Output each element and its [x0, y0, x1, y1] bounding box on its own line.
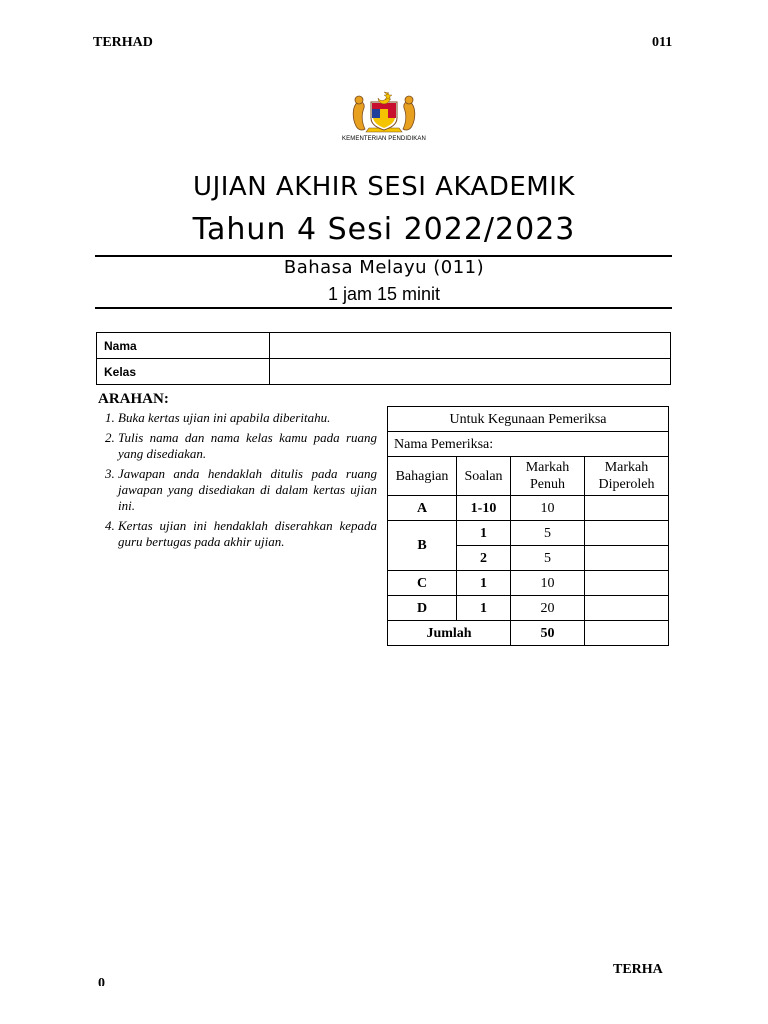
markah-penuh-cell: 10: [511, 496, 585, 521]
name-label: Nama: [97, 333, 270, 359]
jata-negara-crest-icon: [344, 88, 424, 136]
instruction-item: 4. Kertas ujian ini hendaklah diserahkan kepada guru bertugas pada akhir ujian.: [118, 518, 377, 550]
exam-title: UJIAN AKHIR SESI AKADEMIK: [193, 172, 575, 202]
exam-subject: Bahasa Melayu (011): [283, 257, 485, 278]
class-label: Kelas: [97, 359, 270, 385]
class-row: [97, 359, 671, 385]
name-row: [97, 333, 671, 359]
total-value: 50: [511, 621, 585, 646]
header-classification: TERHAD: [93, 35, 153, 50]
instruction-item: 1. Buka kertas ujian ini apabila diberitahu.: [118, 410, 377, 426]
soalan-cell: 1: [457, 571, 511, 596]
markah-diperoleh-cell[interactable]: [585, 496, 669, 521]
column-header-soalan: Soalan: [457, 457, 511, 496]
exam-year-session: Tahun 4 Sesi 2022/2023: [192, 212, 576, 247]
crest-caption: KEMENTERIAN PENDIDIKAN: [342, 136, 426, 142]
page-number: 0: [98, 976, 105, 986]
soalan-cell: 1: [457, 596, 511, 621]
examiner-name-field[interactable]: Nama Pemeriksa:: [388, 432, 669, 457]
soalan-cell: 2: [457, 546, 511, 571]
soalan-cell: 1: [457, 521, 511, 546]
table-row: [388, 571, 669, 596]
bahagian-cell: C: [388, 571, 457, 596]
markah-penuh-cell: 5: [511, 546, 585, 571]
markah-penuh-cell: 10: [511, 571, 585, 596]
bahagian-cell: B: [388, 521, 457, 571]
markah-diperoleh-cell[interactable]: [585, 521, 669, 546]
name-field[interactable]: [270, 333, 671, 359]
examiner-table: [387, 406, 669, 646]
exam-duration: 1 jam 15 minit: [327, 284, 441, 304]
footer-classification: TERHA: [613, 962, 663, 973]
total-row: [388, 621, 669, 646]
bahagian-cell: A: [388, 496, 457, 521]
instructions-list: [98, 410, 377, 554]
header-paper-code: 011: [652, 35, 673, 50]
table-row: [388, 521, 669, 546]
total-obtained-cell[interactable]: [585, 621, 669, 646]
column-header-markah-penuh: Markah Penuh: [511, 457, 585, 496]
total-label: Jumlah: [388, 621, 511, 646]
table-row: [388, 596, 669, 621]
soalan-cell: 1-10: [457, 496, 511, 521]
markah-penuh-cell: 5: [511, 521, 585, 546]
instructions-title: ARAHAN:: [98, 391, 169, 407]
class-field[interactable]: [270, 359, 671, 385]
markah-penuh-cell: 20: [511, 596, 585, 621]
markah-diperoleh-cell[interactable]: [585, 546, 669, 571]
instruction-item: 2. Tulis nama dan nama kelas kamu pada ruang yang disediakan.: [118, 430, 377, 462]
markah-diperoleh-cell[interactable]: [585, 571, 669, 596]
column-header-bahagian: Bahagian: [388, 457, 457, 496]
bahagian-cell: D: [388, 596, 457, 621]
instruction-item: 3. Jawapan anda hendaklah ditulis pada ruang jawapan yang disediakan di dalam kertas ujian ini.: [118, 466, 377, 514]
title-divider-bottom: [95, 307, 672, 309]
markah-diperoleh-cell[interactable]: [585, 596, 669, 621]
column-header-markah-diperoleh: Markah Diperoleh: [585, 457, 669, 496]
student-identity-table: [96, 332, 671, 385]
examiner-table-title: Untuk Kegunaan Pemeriksa: [388, 407, 669, 432]
table-row: [388, 496, 669, 521]
